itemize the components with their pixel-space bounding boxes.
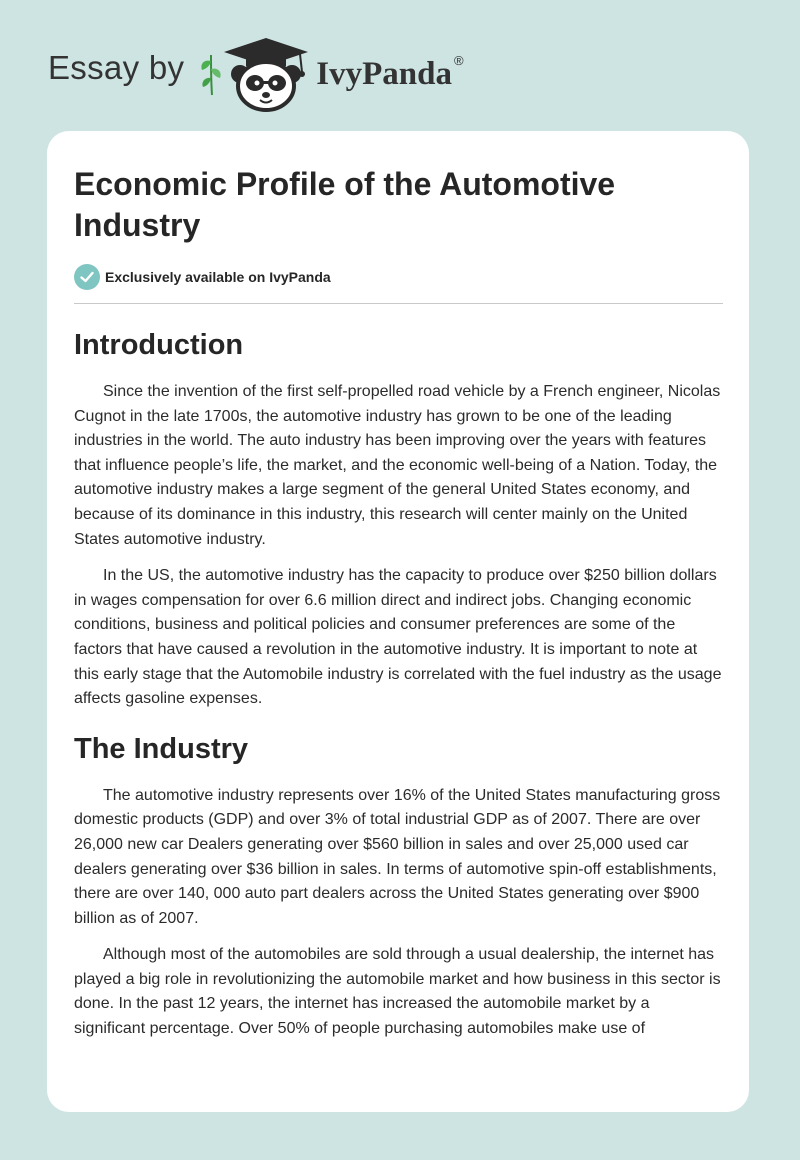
panda-logo-icon (220, 36, 312, 112)
paragraph: The automotive industry represents over 16% of the United States manufacturing gross domestic products (GDP) and over 3% of total industrial GDP as of 2007. There are over 26,000 new car Dealers generating over $560 billion in sales and over 25,000 used car dealers generating over $36 billion in sales. In terms of automotive spin-off establishments, there are over 140, 000 auto part dealers across the United States generating over $900 billion as of 2007. (74, 786, 721, 927)
essay-card (47, 131, 749, 1112)
section-heading: Introduction (74, 329, 244, 361)
exclusive-label: Exclusively available on IvyPanda (105, 269, 331, 285)
exclusive-badge (74, 263, 723, 291)
check-icon (74, 264, 100, 290)
registered-mark: ® (454, 52, 464, 68)
paragraph: Since the invention of the first self-propelled road vehicle by a French engineer, Nicolas Cugnot in the late 1700s, the automotive industry has grown to be one of the leading industries in the world. The auto industry has been improving over the years with features that influence people’s life, the market, and the economic well-being of a Nation. Today, the automotive industry makes a large segment of the general United States economy, and because of its dominance in this industry, this research will center mainly on the United States automotive industry. (74, 383, 721, 548)
brand-logo[interactable] (48, 34, 464, 114)
site-header (0, 0, 800, 128)
divider (74, 303, 723, 304)
section-the-industry (74, 730, 723, 1042)
page-title: Economic Profile of the Automotive Industry (74, 166, 616, 243)
section-heading: The Industry (74, 732, 249, 765)
brand-prefix: Essay by (48, 49, 185, 86)
section-introduction (74, 326, 723, 712)
paragraph: Although most of the automobiles are sold through a usual dealership, the internet has played a big role in revolutionizing the automobile market and how business in this sector is done. In the past 12 years, the internet has increased the automobile market by a significant percentage. Over 50% of people purchasing automobiles make use of (74, 946, 721, 1038)
paragraph: In the US, the automotive industry has the capacity to produce over $250 billion dollars in wages compensation for over 6.6 million direct and indirect jobs. Changing economic conditions, business and political policies and consumer preferences are some of the factors that have caused a revolution in the automotive industry. It is important to note at this early stage that the Automobile industry is correlated with the fuel industry as the usage affects gasoline expenses. (74, 567, 722, 708)
brand-name: IvyPanda (316, 55, 453, 92)
